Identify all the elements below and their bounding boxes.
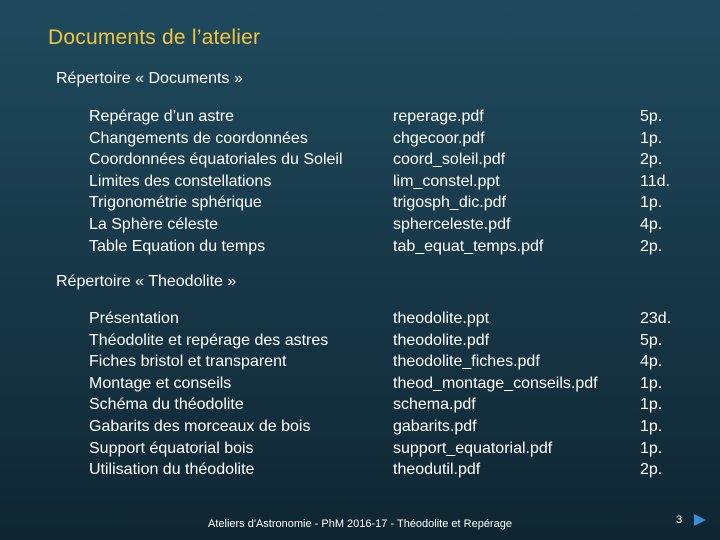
page-count: 5p. xyxy=(640,108,663,125)
page-count: 2p. xyxy=(640,461,663,479)
page-count: 1p. xyxy=(640,129,663,147)
page-count: 4p. xyxy=(640,353,663,371)
page-count: 1p. xyxy=(640,417,663,435)
page-count: 1p. xyxy=(640,194,663,212)
table-row xyxy=(89,416,689,438)
table-row xyxy=(89,330,689,352)
file-name: chgecoor.pdf xyxy=(393,129,485,147)
section-heading-theodolite: Répertoire « Theodolite » xyxy=(56,273,237,290)
theodolite-table xyxy=(89,308,689,481)
table-row xyxy=(89,192,689,214)
file-name: theodutil.pdf xyxy=(393,461,481,479)
table-row xyxy=(89,171,689,193)
page-count: 1p. xyxy=(640,374,663,392)
file-name: support_equatorial.pdf xyxy=(393,439,553,457)
doc-name: Théodolite et repérage des astres xyxy=(89,331,329,349)
page-count: 4p. xyxy=(640,215,663,233)
doc-name: Coordonnées équatoriales du Soleil xyxy=(89,151,343,169)
table-row xyxy=(89,106,689,128)
page-count: 2p. xyxy=(640,237,663,255)
table-row xyxy=(89,214,689,236)
doc-name: Schéma du théodolite xyxy=(89,396,244,414)
doc-name: La Sphère céleste xyxy=(89,215,218,233)
file-name: gabarits.pdf xyxy=(393,417,477,435)
table-row xyxy=(89,308,689,330)
table-row xyxy=(89,394,689,416)
doc-name: Limites des constellations xyxy=(89,172,272,190)
page-count: 2p. xyxy=(640,151,663,169)
doc-name: Changements de coordonnées xyxy=(89,129,308,147)
table-row xyxy=(89,236,689,258)
page-count: 11d. xyxy=(640,172,670,190)
doc-name: Repérage d’un astre xyxy=(89,108,234,125)
file-name: theodolite.pdf xyxy=(393,331,490,349)
doc-name: Gabarits des morceaux de bois xyxy=(89,417,311,435)
file-name: lim_constel.ppt xyxy=(393,172,500,190)
doc-name: Table Equation du temps xyxy=(89,237,266,255)
doc-name: Montage et conseils xyxy=(89,374,232,392)
section-heading-documents: Répertoire « Documents » xyxy=(56,70,243,87)
doc-name: Support équatorial bois xyxy=(89,439,254,457)
file-name: theodolite_fiches.pdf xyxy=(393,353,540,371)
table-row xyxy=(89,128,689,150)
file-name: trigosph_dic.pdf xyxy=(393,194,506,212)
file-name: tab_equat_temps.pdf xyxy=(393,237,544,255)
play-arrow-icon[interactable] xyxy=(694,514,706,526)
file-name: coord_soleil.pdf xyxy=(393,151,506,169)
table-row xyxy=(89,438,689,460)
table-row xyxy=(89,459,689,481)
slide-title: Documents de l’atelier xyxy=(48,26,261,49)
table-row xyxy=(89,149,689,171)
doc-name: Présentation xyxy=(89,310,179,327)
page-number: 3 xyxy=(676,514,683,526)
file-name: schema.pdf xyxy=(393,396,476,414)
file-name: theodolite.ppt xyxy=(393,310,490,327)
file-name: reperage.pdf xyxy=(393,108,484,125)
page-count: 23d. xyxy=(640,310,672,327)
slide-footer: Ateliers d'Astronomie - PhM 2016-17 - Théodolite et Repérage xyxy=(208,518,512,530)
doc-name: Trigonométrie sphérique xyxy=(89,194,262,212)
file-name: theod_montage_conseils.pdf xyxy=(393,374,598,392)
table-row xyxy=(89,351,689,373)
file-name: spherceleste.pdf xyxy=(393,215,511,233)
documents-table xyxy=(89,106,689,257)
page-count: 1p. xyxy=(640,396,663,414)
doc-name: Utilisation du théodolite xyxy=(89,461,255,479)
table-row xyxy=(89,373,689,395)
page-count: 1p. xyxy=(640,439,663,457)
doc-name: Fiches bristol et transparent xyxy=(89,353,287,371)
page-count: 5p. xyxy=(640,331,663,349)
